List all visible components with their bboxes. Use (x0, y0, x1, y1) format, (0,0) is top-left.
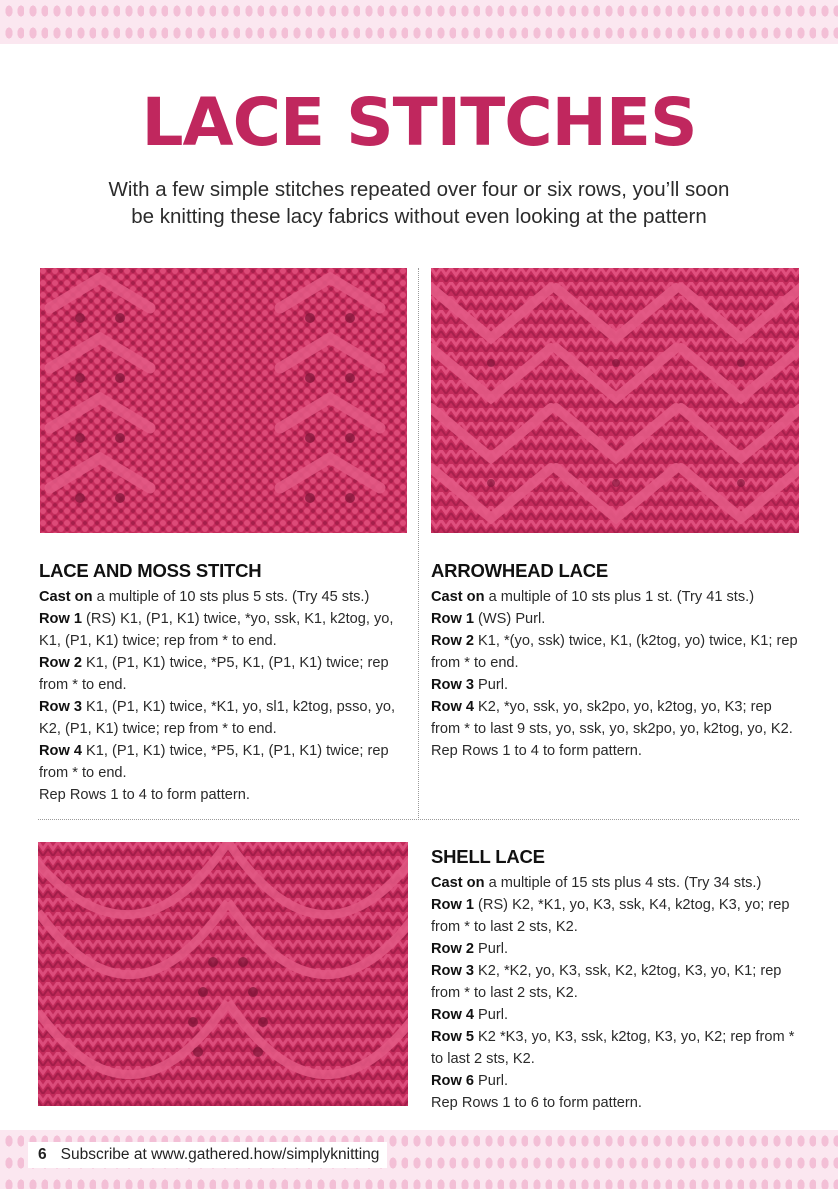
column-divider (418, 268, 419, 818)
pattern-shell-lace (431, 845, 803, 1114)
pattern-line: Row 2 K1, (P1, K1) twice, *P5, K1, (P1, K1) twice; rep from * to end. (39, 655, 389, 693)
pattern-line: Cast on a multiple of 15 sts plus 4 sts. (Try 34 sts.) (431, 875, 762, 891)
pattern-line: Row 4 Purl. (431, 1007, 509, 1023)
pattern-line: Row 3 K1, (P1, K1) twice, *K1, yo, sl1, k2tog, psso, yo, K2, (P1, K1) twice; rep from * to end. (39, 699, 396, 737)
pattern-line: Cast on a multiple of 10 sts plus 1 st. (Try 41 sts.) (431, 589, 755, 605)
shell-lace-swatch-image (38, 842, 408, 1106)
pattern-line: Rep Rows 1 to 4 to form pattern. (431, 743, 642, 759)
pattern-line: Row 5 K2 *K3, yo, K3, ssk, k2tog, K3, yo, K2; rep from * to last 2 sts, K2. (431, 1029, 795, 1067)
pattern-line: Row 4 K1, (P1, K1) twice, *P5, K1, (P1, K1) twice; rep from * to end. (39, 743, 389, 781)
pattern-line: Row 3 K2, *K2, yo, K3, ssk, K2, k2tog, K3, yo, K1; rep from * to last 2 sts, K2. (431, 963, 782, 1001)
pattern-heading: SHELL LACE (431, 846, 545, 867)
page-footer (28, 1142, 387, 1168)
pattern-line: Row 1 (RS) K1, (P1, K1) twice, *yo, ssk, K1, k2tog, yo, K1, (P1, K1) twice; rep from * to end. (39, 611, 394, 649)
pattern-heading: LACE AND MOSS STITCH (39, 560, 262, 581)
pattern-lace-and-moss (39, 559, 411, 806)
pattern-line: Row 3 Purl. (431, 677, 509, 693)
subtitle-line-2: be knitting these lacy fabrics without even looking at the pattern (131, 205, 707, 228)
pattern-line: Row 1 (WS) Purl. (431, 611, 546, 627)
knit-pattern-border-top (0, 0, 838, 44)
subtitle-line-1: With a few simple stitches repeated over four or six rows, you’ll soon (108, 178, 730, 201)
pattern-line: Row 2 Purl. (431, 941, 509, 957)
pattern-line: Row 1 (RS) K2, *K1, yo, K3, ssk, K4, k2tog, K3, yo; rep from * to last 2 sts, K2. (431, 897, 790, 935)
row-divider (38, 819, 799, 820)
arrowhead-lace-swatch-image (431, 268, 799, 533)
subscribe-link[interactable]: Subscribe at www.gathered.how/simplyknitting (60, 1146, 380, 1163)
pattern-heading: ARROWHEAD LACE (431, 560, 609, 581)
page-number: 6 (38, 1146, 47, 1163)
pattern-line: Row 6 Purl. (431, 1073, 509, 1089)
pattern-line: Rep Rows 1 to 4 to form pattern. (39, 787, 250, 803)
pattern-line: Row 4 K2, *yo, ssk, yo, sk2po, yo, k2tog, yo, K3; rep from * to last 9 sts, yo, ssk, yo, sk2po, yo, k2tog, yo, K2. (431, 699, 793, 737)
page-subtitle (60, 176, 778, 230)
pattern-line: Row 2 K1, *(yo, ssk) twice, K1, (k2tog, yo) twice, K1; rep from * to end. (431, 633, 798, 671)
lace-and-moss-swatch-image (40, 268, 407, 533)
pattern-line: Rep Rows 1 to 6 to form pattern. (431, 1095, 642, 1111)
pattern-arrowhead-lace (431, 559, 803, 762)
page-title: LACE STITCHES (141, 84, 697, 161)
pattern-line: Cast on a multiple of 10 sts plus 5 sts. (Try 45 sts.) (39, 589, 370, 605)
